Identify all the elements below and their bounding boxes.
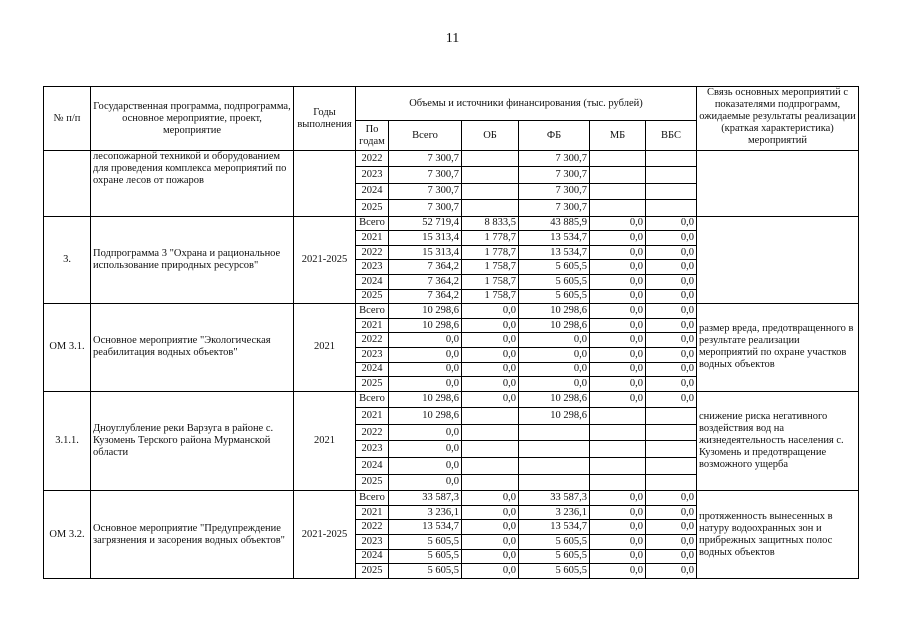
cell-fb: 0,0: [519, 333, 590, 348]
cell-total: 33 587,3: [389, 491, 462, 506]
cell-mb: [590, 424, 646, 441]
cell-mb: [590, 408, 646, 425]
cell-mb: 0,0: [590, 549, 646, 564]
cell-total: 10 298,6: [389, 391, 462, 408]
cell-total: 0,0: [389, 377, 462, 392]
cell-fb: 7 300,7: [519, 167, 590, 183]
row-num: 3.: [44, 216, 91, 304]
cell-mb: 0,0: [590, 289, 646, 304]
financing-table: [43, 86, 859, 579]
cell-total: 52 719,4: [389, 216, 462, 231]
cell-year: 2024: [356, 362, 389, 377]
cell-year: 2025: [356, 200, 389, 216]
cell-ob: 0,0: [462, 362, 519, 377]
cell-ob: [462, 408, 519, 425]
cell-vbs: [646, 424, 697, 441]
cell-total: 5 605,5: [389, 564, 462, 579]
cell-total: 10 298,6: [389, 408, 462, 425]
cell-ob: 1 778,7: [462, 231, 519, 246]
page-number: 11: [445, 31, 460, 46]
cell-mb: 0,0: [590, 216, 646, 231]
cell-fb: 10 298,6: [519, 304, 590, 319]
cell-ob: 1 758,7: [462, 289, 519, 304]
cell-fb: 10 298,6: [519, 318, 590, 333]
cell-mb: 0,0: [590, 391, 646, 408]
cell-total: 0,0: [389, 458, 462, 475]
cell-fb: [519, 474, 590, 491]
row-result: снижение риска негативного воздействия вод на жизнедеятельность населения с. Кузомень и предотвращение возможного ущерба: [697, 391, 859, 491]
cell-ob: [462, 183, 519, 199]
header-mb: МБ: [590, 121, 646, 151]
row-period: 2021-2025: [294, 491, 356, 579]
row-result: протяженность вынесенных в натуру водоохранных зон и прибрежных защитных полос водных объектов: [697, 491, 859, 579]
cell-mb: 0,0: [590, 231, 646, 246]
cell-vbs: 0,0: [646, 391, 697, 408]
cell-fb: 5 605,5: [519, 564, 590, 579]
cell-year: Всего: [356, 216, 389, 231]
table-row: [44, 304, 859, 319]
cell-vbs: 0,0: [646, 318, 697, 333]
header-num: № п/п: [44, 87, 91, 151]
cell-year: 2022: [356, 520, 389, 535]
cell-vbs: 0,0: [646, 347, 697, 362]
cell-vbs: [646, 183, 697, 199]
cell-fb: 5 605,5: [519, 260, 590, 275]
cell-ob: [462, 167, 519, 183]
cell-mb: 0,0: [590, 318, 646, 333]
cell-fb: 7 300,7: [519, 200, 590, 216]
cell-total: 5 605,5: [389, 549, 462, 564]
cell-mb: 0,0: [590, 304, 646, 319]
cell-vbs: 0,0: [646, 245, 697, 260]
row-num: [44, 151, 91, 217]
cell-vbs: 0,0: [646, 333, 697, 348]
cell-vbs: 0,0: [646, 260, 697, 275]
row-result: [697, 216, 859, 304]
cell-mb: 0,0: [590, 377, 646, 392]
cell-vbs: 0,0: [646, 564, 697, 579]
row-period: 2021: [294, 391, 356, 491]
cell-vbs: 0,0: [646, 274, 697, 289]
header-ob: ОБ: [462, 121, 519, 151]
cell-year: 2021: [356, 408, 389, 425]
cell-fb: 13 534,7: [519, 245, 590, 260]
cell-vbs: 0,0: [646, 362, 697, 377]
cell-total: 7 364,2: [389, 260, 462, 275]
cell-vbs: [646, 167, 697, 183]
cell-fb: 5 605,5: [519, 289, 590, 304]
cell-fb: 10 298,6: [519, 391, 590, 408]
table-row: [44, 151, 859, 167]
cell-total: 0,0: [389, 362, 462, 377]
cell-year: Всего: [356, 491, 389, 506]
cell-vbs: [646, 441, 697, 458]
cell-year: 2025: [356, 564, 389, 579]
row-num: ОМ 3.2.: [44, 491, 91, 579]
cell-mb: 0,0: [590, 260, 646, 275]
cell-ob: 0,0: [462, 304, 519, 319]
cell-mb: 0,0: [590, 535, 646, 550]
row-period: 2021: [294, 304, 356, 392]
cell-total: 15 313,4: [389, 245, 462, 260]
cell-vbs: [646, 200, 697, 216]
cell-year: 2021: [356, 231, 389, 246]
cell-vbs: 0,0: [646, 377, 697, 392]
cell-total: 10 298,6: [389, 318, 462, 333]
cell-ob: 0,0: [462, 318, 519, 333]
table-row: [44, 491, 859, 506]
row-period: 2021-2025: [294, 216, 356, 304]
header-vbs: ВБС: [646, 121, 697, 151]
cell-ob: 0,0: [462, 347, 519, 362]
cell-ob: [462, 151, 519, 167]
row-name: лесопожарной техникой и оборудованием для проведения комплекса мероприятий по охране лесов от пожаров: [91, 151, 294, 217]
cell-year: 2024: [356, 274, 389, 289]
cell-mb: [590, 458, 646, 475]
cell-year: 2024: [356, 458, 389, 475]
cell-year: 2025: [356, 474, 389, 491]
cell-total: 0,0: [389, 474, 462, 491]
cell-fb: 13 534,7: [519, 520, 590, 535]
cell-vbs: 0,0: [646, 289, 697, 304]
cell-mb: [590, 441, 646, 458]
header-link: Связь основных мероприятий с показателями подпрограмм, ожидаемые результаты реализации (краткая характеристика) мероприятий: [697, 87, 859, 151]
cell-vbs: 0,0: [646, 505, 697, 520]
cell-ob: 0,0: [462, 377, 519, 392]
row-name: Основное мероприятие "Экологическая реабилитация водных объектов": [91, 304, 294, 392]
cell-vbs: 0,0: [646, 216, 697, 231]
cell-ob: 0,0: [462, 549, 519, 564]
row-name: Подпрограмма 3 "Охрана и рациональное использование природных ресурсов": [91, 216, 294, 304]
header-program: Государственная программа, подпрограмма, основное мероприятие, проект, мероприятие: [91, 87, 294, 151]
header-years: Годы выполнения: [294, 87, 356, 151]
cell-year: 2023: [356, 535, 389, 550]
cell-year: 2022: [356, 333, 389, 348]
table-row: [44, 391, 859, 408]
cell-year: 2025: [356, 377, 389, 392]
cell-total: 7 300,7: [389, 200, 462, 216]
cell-fb: 0,0: [519, 377, 590, 392]
cell-vbs: 0,0: [646, 231, 697, 246]
row-result: [697, 151, 859, 217]
cell-year: 2023: [356, 260, 389, 275]
cell-ob: 0,0: [462, 520, 519, 535]
cell-mb: [590, 200, 646, 216]
cell-mb: 0,0: [590, 491, 646, 506]
cell-fb: 5 605,5: [519, 549, 590, 564]
cell-year: 2023: [356, 347, 389, 362]
row-num: ОМ 3.1.: [44, 304, 91, 392]
row-period: [294, 151, 356, 217]
cell-ob: 0,0: [462, 333, 519, 348]
cell-year: 2022: [356, 245, 389, 260]
header-by-year: По годам: [356, 121, 389, 151]
header-financing: Объемы и источники финансирования (тыс. рублей): [356, 87, 697, 121]
cell-total: 0,0: [389, 333, 462, 348]
cell-mb: 0,0: [590, 274, 646, 289]
cell-fb: 0,0: [519, 347, 590, 362]
cell-mb: 0,0: [590, 520, 646, 535]
cell-ob: 0,0: [462, 505, 519, 520]
cell-vbs: 0,0: [646, 491, 697, 506]
cell-ob: 1 758,7: [462, 274, 519, 289]
cell-ob: 1 778,7: [462, 245, 519, 260]
cell-total: 7 300,7: [389, 167, 462, 183]
cell-fb: 43 885,9: [519, 216, 590, 231]
cell-fb: 7 300,7: [519, 183, 590, 199]
cell-fb: 7 300,7: [519, 151, 590, 167]
cell-ob: 0,0: [462, 535, 519, 550]
cell-year: 2024: [356, 549, 389, 564]
cell-ob: 0,0: [462, 491, 519, 506]
cell-mb: 0,0: [590, 564, 646, 579]
cell-mb: [590, 474, 646, 491]
cell-total: 7 300,7: [389, 151, 462, 167]
row-name: Дноуглубление реки Варзуга в районе с. Кузомень Терского района Мурманской области: [91, 391, 294, 491]
cell-year: 2023: [356, 167, 389, 183]
cell-total: 0,0: [389, 424, 462, 441]
cell-mb: 0,0: [590, 347, 646, 362]
cell-total: 7 364,2: [389, 289, 462, 304]
header-total: Всего: [389, 121, 462, 151]
cell-total: 15 313,4: [389, 231, 462, 246]
cell-vbs: 0,0: [646, 535, 697, 550]
cell-fb: 10 298,6: [519, 408, 590, 425]
cell-total: 7 300,7: [389, 183, 462, 199]
cell-ob: 0,0: [462, 391, 519, 408]
cell-vbs: 0,0: [646, 520, 697, 535]
cell-total: 7 364,2: [389, 274, 462, 289]
cell-ob: [462, 441, 519, 458]
cell-ob: 0,0: [462, 564, 519, 579]
cell-fb: 3 236,1: [519, 505, 590, 520]
cell-ob: [462, 474, 519, 491]
cell-mb: 0,0: [590, 362, 646, 377]
cell-total: 10 298,6: [389, 304, 462, 319]
cell-mb: 0,0: [590, 505, 646, 520]
cell-fb: 5 605,5: [519, 535, 590, 550]
cell-total: 5 605,5: [389, 535, 462, 550]
cell-ob: 8 833,5: [462, 216, 519, 231]
cell-vbs: 0,0: [646, 304, 697, 319]
cell-mb: [590, 151, 646, 167]
row-result: размер вреда, предотвращенного в результате реализации мероприятий по охране участков водных объектов: [697, 304, 859, 392]
cell-year: 2025: [356, 289, 389, 304]
cell-ob: [462, 458, 519, 475]
cell-mb: 0,0: [590, 245, 646, 260]
cell-total: 0,0: [389, 347, 462, 362]
cell-mb: 0,0: [590, 333, 646, 348]
cell-year: 2022: [356, 424, 389, 441]
cell-total: 3 236,1: [389, 505, 462, 520]
cell-mb: [590, 167, 646, 183]
cell-vbs: [646, 408, 697, 425]
cell-fb: 5 605,5: [519, 274, 590, 289]
cell-total: 13 534,7: [389, 520, 462, 535]
cell-vbs: [646, 151, 697, 167]
cell-vbs: 0,0: [646, 549, 697, 564]
table-row: [44, 216, 859, 231]
cell-vbs: [646, 458, 697, 475]
cell-ob: [462, 200, 519, 216]
cell-year: 2021: [356, 505, 389, 520]
cell-fb: 0,0: [519, 362, 590, 377]
cell-year: Всего: [356, 391, 389, 408]
cell-year: 2021: [356, 318, 389, 333]
cell-fb: [519, 441, 590, 458]
cell-vbs: [646, 474, 697, 491]
cell-total: 0,0: [389, 441, 462, 458]
cell-fb: 13 534,7: [519, 231, 590, 246]
header-fb: ФБ: [519, 121, 590, 151]
cell-fb: 33 587,3: [519, 491, 590, 506]
cell-year: Всего: [356, 304, 389, 319]
row-num: 3.1.1.: [44, 391, 91, 491]
cell-fb: [519, 458, 590, 475]
cell-year: 2024: [356, 183, 389, 199]
cell-ob: [462, 424, 519, 441]
cell-year: 2022: [356, 151, 389, 167]
cell-ob: 1 758,7: [462, 260, 519, 275]
cell-mb: [590, 183, 646, 199]
cell-fb: [519, 424, 590, 441]
row-name: Основное мероприятие "Предупреждение загрязнения и засорения водных объектов": [91, 491, 294, 579]
table-body: [44, 151, 859, 579]
cell-year: 2023: [356, 441, 389, 458]
